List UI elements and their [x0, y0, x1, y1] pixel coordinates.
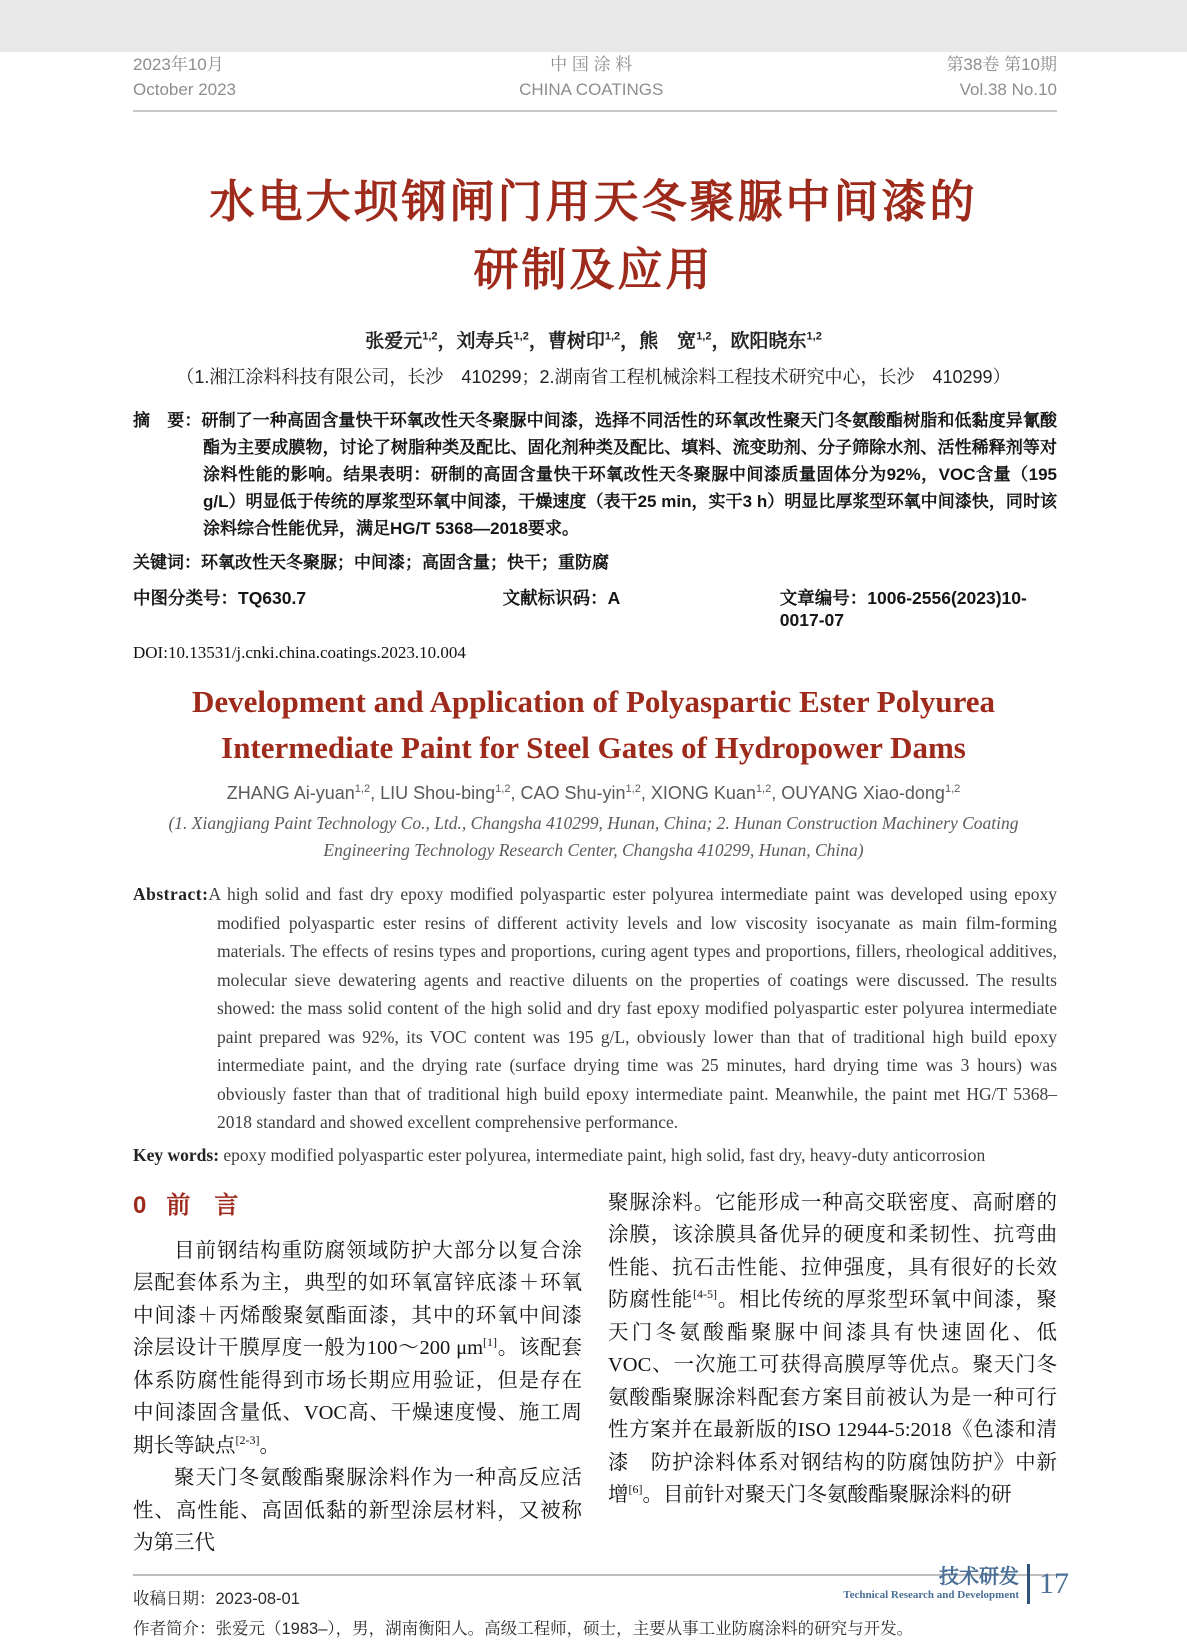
abstract-zh	[133, 407, 1057, 542]
keywords-en-text: epoxy modified polyaspartic ester polyurea, intermediate paint, high solid, fast dry, heavy-duty anticorrosion	[223, 1144, 986, 1165]
doi: DOI:10.13531/j.cnki.china.coatings.2023.10.004	[133, 643, 466, 662]
abstract-en	[133, 880, 1057, 1137]
keywords-en	[133, 1141, 1057, 1169]
journal-header	[133, 52, 1057, 102]
article-title-en	[0, 679, 1187, 771]
footer-divider-bar	[1027, 1564, 1030, 1604]
affiliation-en-line1: (1. Xiangjiang Paint Technology Co., Ltd., Changsha 410299, Hunan, China; 2. Hunan Construction Machinery Coating	[168, 813, 1019, 833]
article-title-zh-line2: 研制及应用	[473, 244, 714, 295]
classification-row	[133, 585, 1057, 631]
affiliation-en	[0, 810, 1187, 864]
footer-section-en: Technical Research and Development	[843, 1589, 1019, 1601]
header-issue-zh: 第38卷 第10期	[946, 55, 1057, 74]
header-date-zh: 2023年10月	[133, 55, 224, 74]
abstract-en-label: Abstract:	[133, 884, 209, 904]
keywords-zh-label: 关键词：	[133, 553, 201, 572]
header-issue-en: Vol.38 No.10	[959, 80, 1057, 99]
footer-section-zh: 技术研发	[939, 1566, 1019, 1588]
article-id: 文章编号：1006-2556(2023)10-0017-07	[779, 588, 1027, 630]
body-columns	[133, 1187, 1057, 1560]
left-column-paragraphs	[133, 1235, 582, 1560]
page-footer	[843, 1564, 1069, 1604]
paragraph: 聚天门冬氨酸酯聚脲涂料作为一种高反应活性、高性能、高固低黏的新型涂层材料，又被称为第三代	[133, 1467, 582, 1554]
footer-section-name	[843, 1566, 1019, 1602]
page-number: 17	[1039, 1567, 1069, 1600]
section-number: 0	[133, 1191, 147, 1219]
affiliation-zh: （1.湘江涂料科技有限公司，长沙 410299；2.湖南省工程机械涂料工程技术研究中心，长沙 410299）	[176, 367, 1011, 387]
paragraph: 聚脲涂料。它能形成一种高交联密度、高耐磨的涂膜，该涂膜具备优异的硬度和柔韧性、抗弯曲性能、抗石击性能、拉伸强度，具有很好的长效防腐性能[4-5]。相比传统的厚浆型环氧中间漆，聚天门冬氨酸酯聚脲中间漆具有快速固化、低VOC、一次施工可获得高膜厚等优点。聚天门冬氨酸酯聚脲涂料配套方案目前被认为是一种可行性方案并在最新版的ISO 12944-5:2018《色漆和清漆 防护涂料体系对钢结构的防腐蚀防护》中新增[6]。目前针对聚天门冬氨酸酯聚脲涂料的研	[608, 1191, 1057, 1506]
chinese-meta-block	[133, 407, 1057, 663]
article-title-zh	[0, 168, 1187, 304]
journal-page	[0, 52, 1187, 1652]
section-title: 前 言	[166, 1191, 239, 1219]
authors-en: ZHANG Ai-yuan$^{1,2}$, LIU Shou-bing$^{1,2}$, CAO Shu-yin$^{1,2}$, XIONG Kuan$^{1,2}$, OUYANG Xiao-dong$^{1,2}$	[226, 783, 961, 803]
header-journal-block	[519, 52, 663, 102]
author-bio-line: 作者简介：张爱元（1983–），男，湖南衡阳人。高级工程师，硕士，主要从事工业防腐涂料的研究与开发。	[133, 1619, 914, 1638]
affiliation-en-line2: Engineering Technology Research Center, Changsha 410299, Hunan, China)	[323, 840, 864, 860]
article-title-zh-line1: 水电大坝钢闸门用天冬聚脲中间漆的	[209, 176, 978, 227]
received-date-line: 收稿日期：2023-08-01	[133, 1589, 300, 1608]
journal-name-zh: 中 国 涂 料	[550, 55, 633, 74]
header-date-en: October 2023	[133, 80, 237, 99]
abstract-zh-label: 摘 要：	[133, 411, 202, 430]
article-title-en-line2: Intermediate Paint for Steel Gates of Hydropower Dams	[221, 730, 966, 765]
journal-name-en: CHINA COATINGS	[519, 80, 664, 99]
abstract-zh-text: 研制了一种高固含量快干环氧改性天冬聚脲中间漆，选择不同活性的环氧改性聚天门冬氨酸酯树脂和低黏度异氰酸酯为主要成膜物，讨论了树脂种类及配比、固化剂种类及配比、填料、流变助剂、分子筛除水剂、活性稀释剂等对涂料性能的影响。结果表明：研制的高固含量快干环氧改性天冬聚脲中间漆质量固体分为92%，VOC含量（195 g/L）明显低于传统的厚浆型环氧中间漆，干燥速度（表干25 min，实干3 h）明显比厚浆型环氧中间漆快，同时该涂料综合性能优异，满足HG/T 5368—2018要求。	[201, 411, 1057, 538]
document-code: 文献标识码：A	[502, 588, 621, 608]
article-title-en-line1: Development and Application of Polyaspartic Ester Polyurea	[191, 684, 996, 719]
header-divider	[133, 110, 1057, 112]
section-heading-0	[133, 1189, 582, 1223]
header-issue-block	[946, 52, 1057, 102]
abstract-en-text: A high solid and fast dry epoxy modified polyaspartic ester polyurea intermediate paint was developed using epoxy modified polyaspartic ester resins of different activity levels and low viscosity isocyanate as main film-forming materials. The effects of resins types and proportions, curing agent types and proportions, fillers, rheological additives, molecular sieve dewatering agents and reactive diluents on the properties of coatings were discussed. The results showed: the mass solid content of the high solid and dry fast epoxy modified polyaspartic ester polyurea intermediate paint prepared was 92%, its VOC content was 195 g/L, obviously lower than that of traditional high build epoxy intermediate paint, and the drying rate (surface drying time was 25 minutes, hard drying time was 3 hours) was obviously faster than that of traditional high build epoxy intermediate paint. Meanwhile, the paint met HG/T 5368–2018 standard and showed excellent comprehensive performance.	[208, 884, 1057, 1132]
paragraph: 目前钢结构重防腐领域防护大部分以复合涂层配套体系为主，典型的如环氧富锌底漆＋环氧中间漆＋丙烯酸聚氨酯面漆，其中的环氧中间漆涂层设计干膜厚度一般为100～200 μm[1]。该配套体系防腐性能得到市场长期应用验证，但是存在中间漆固含量低、VOC高、干燥速度慢、施工周期长等缺点[2-3]。	[133, 1239, 583, 1457]
clc-number: 中图分类号：TQ630.7	[133, 588, 307, 608]
keywords-en-label: Key words:	[133, 1144, 220, 1165]
right-column-paragraphs	[608, 1187, 1057, 1512]
header-date-block	[133, 52, 236, 102]
right-column	[608, 1187, 1057, 1560]
authors-zh: 张爱元$^{1,2}$，刘寿兵$^{1,2}$，曹树印$^{1,2}$，熊 宽$^{1,2}$，欧阳晓东$^{1,2}$	[365, 330, 822, 352]
left-column	[133, 1187, 582, 1560]
keywords-zh-text: 环氧改性天冬聚脲；中间漆；高固含量；快干；重防腐	[201, 553, 609, 572]
keywords-zh	[133, 548, 1057, 573]
